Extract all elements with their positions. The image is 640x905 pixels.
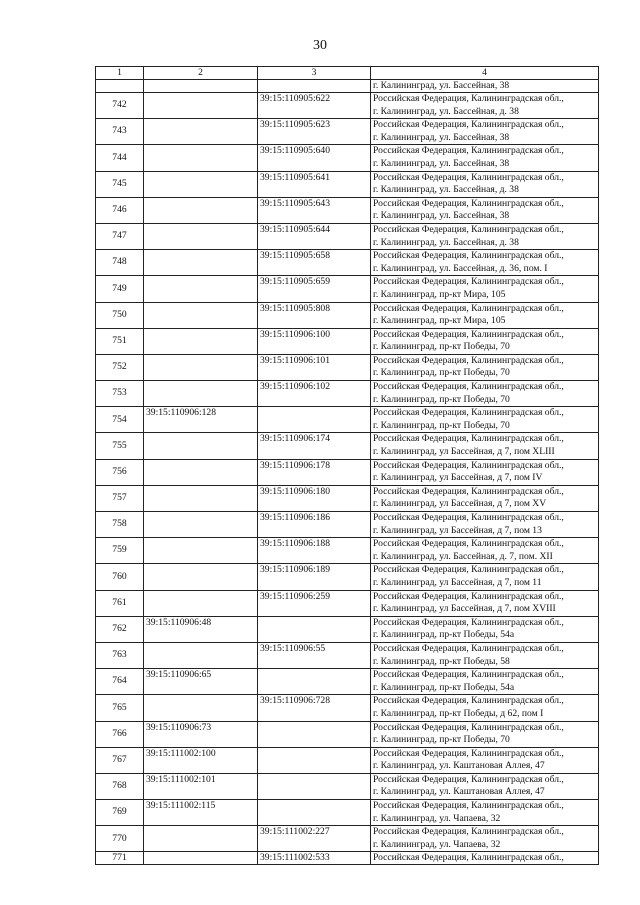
table-body <box>96 80 599 865</box>
cell-num: 764 <box>96 669 144 695</box>
address-line-2: г. Калининград, ул Бассейная, д 7, пом XLIII <box>373 446 555 458</box>
cell-address <box>371 800 599 826</box>
address-line-1: Российская Федерация, Калининградская обл., <box>373 642 564 654</box>
cell-address <box>371 223 599 249</box>
address-line-1: Российская Федерация, Калининградская обл., <box>373 381 564 393</box>
table-row <box>96 826 599 852</box>
address-line-2: г. Калининград, пр-кт Мира, 105 <box>373 315 506 327</box>
cell-num: 770 <box>96 826 144 852</box>
cell-col3: 39:15:110905:622 <box>258 93 371 119</box>
table-row <box>96 171 599 197</box>
address-line-1: Российская Федерация, Калининградская обл., <box>373 669 564 681</box>
address-line-2: г. Калининград, пр-кт Победы, 70 <box>373 341 510 353</box>
cell-num: 751 <box>96 328 144 354</box>
address-line-1: Российская Федерация, Калининградская обл., <box>373 93 564 104</box>
cell-col2 <box>144 590 258 616</box>
cell-col3: 39:15:110905:641 <box>258 171 371 197</box>
table-row <box>96 302 599 328</box>
cell-address <box>371 616 599 642</box>
cell-col3: 39:15:110906:55 <box>258 642 371 668</box>
cell-col2 <box>144 642 258 668</box>
address-line-2: г. Калининград, ул. Бассейная, д. 36, пом. I <box>373 262 548 274</box>
address-line-1: Российская Федерация, Калининградская обл., <box>373 538 564 550</box>
cell-num: 769 <box>96 800 144 826</box>
table-row <box>96 590 599 616</box>
address-line-1: Российская Федерация, Калининградская обл., <box>373 145 564 157</box>
cell-col2 <box>144 381 258 407</box>
address-line-1: Российская Федерация, Калининградская обл., <box>373 250 564 262</box>
cell-col3: 39:15:110906:180 <box>258 485 371 511</box>
header-col-1: 1 <box>96 67 144 80</box>
address-line-2: г. Калининград, ул. Бассейная, 38 <box>373 210 510 222</box>
cell-col2: 39:15:111002:100 <box>144 747 258 773</box>
address-line-1: Российская Федерация, Калининградская обл., <box>373 354 564 366</box>
cell-col3: 39:15:110905:623 <box>258 119 371 145</box>
address-line-2: г. Калининград, ул. Бассейная, д. 7, пом. XII <box>373 550 553 562</box>
cell-col2 <box>144 119 258 145</box>
cell-address <box>371 852 599 865</box>
cell-address <box>371 695 599 721</box>
cell-num: 766 <box>96 721 144 747</box>
table-row <box>96 695 599 721</box>
cell-col2 <box>144 276 258 302</box>
address-line-2: г. Калининград, ул. Бассейная, д. 38 <box>373 105 519 117</box>
address-line-1: Российская Федерация, Калининградская обл., <box>373 276 564 288</box>
cell-col3 <box>258 616 371 642</box>
cell-col2 <box>144 80 258 93</box>
table-row <box>96 407 599 433</box>
cell-col3 <box>258 800 371 826</box>
address-line-1: Российская Федерация, Калининградская обл., <box>373 512 564 523</box>
cell-address <box>371 747 599 773</box>
address-line-2: г. Калининград, ул Бассейная, д 7, пом 13 <box>373 524 542 536</box>
cell-col3: 39:15:110905:644 <box>258 223 371 249</box>
cell-address <box>371 590 599 616</box>
address-line-2: г. Калининград, пр-кт Победы, 70 <box>373 393 510 405</box>
table-row <box>96 354 599 380</box>
cell-address <box>371 407 599 433</box>
cell-address <box>371 119 599 145</box>
cell-num: 753 <box>96 381 144 407</box>
cell-num: 768 <box>96 773 144 799</box>
cell-col2 <box>144 852 258 865</box>
cell-col2 <box>144 485 258 511</box>
cell-col2 <box>144 197 258 223</box>
cell-address <box>371 354 599 380</box>
cell-address <box>371 485 599 511</box>
header-col-2: 2 <box>144 67 258 80</box>
cell-num: 754 <box>96 407 144 433</box>
address-line-1: Российская Федерация, Калининградская обл., <box>373 197 564 209</box>
address-line-1: Российская Федерация, Калининградская обл., <box>373 721 564 733</box>
address-line-2: г. Калининград, ул. Бассейная, 38 <box>373 157 510 169</box>
cell-col2 <box>144 695 258 721</box>
cell-col2 <box>144 93 258 119</box>
cell-address <box>371 197 599 223</box>
registry-table <box>95 66 599 865</box>
cell-col3: 39:15:110905:659 <box>258 276 371 302</box>
address-line-2: г. Калининград, ул. Чапаева, 32 <box>373 812 501 824</box>
address-line-1: Российская Федерация, Калининградская обл., <box>373 616 564 628</box>
cell-col2: 39:15:110906:65 <box>144 669 258 695</box>
address-line-1: Российская Федерация, Калининградская обл., <box>373 433 564 445</box>
table-row <box>96 459 599 485</box>
cell-address <box>371 302 599 328</box>
address-line-2: г. Калининград, пр-кт Победы, д 62, пом I <box>373 707 544 719</box>
table-row <box>96 381 599 407</box>
address-line-2: г. Калининград, пр-кт Мира, 105 <box>373 288 506 300</box>
cell-num: 761 <box>96 590 144 616</box>
cell-num: 757 <box>96 485 144 511</box>
cell-address <box>371 564 599 590</box>
address-line-2: г. Калининград, пр-кт Победы, 54а <box>373 629 515 641</box>
address-line-1: Российская Федерация, Калининградская обл., <box>373 459 564 471</box>
cell-col2: 39:15:111002:115 <box>144 800 258 826</box>
table-row <box>96 669 599 695</box>
cell-col2 <box>144 512 258 538</box>
cell-col3 <box>258 773 371 799</box>
address-line-1: Российская Федерация, Калининградская обл., <box>373 485 564 497</box>
cell-col3: 39:15:110906:259 <box>258 590 371 616</box>
address-line-2: г. Калининград, ул Бассейная, д 7, пом XV <box>373 498 547 510</box>
cell-num: 750 <box>96 302 144 328</box>
table-row <box>96 250 599 276</box>
cell-col3: 39:15:110906:728 <box>258 695 371 721</box>
cell-num <box>96 80 144 93</box>
cell-num: 748 <box>96 250 144 276</box>
table-row <box>96 433 599 459</box>
header-row <box>96 67 599 80</box>
table-row <box>96 328 599 354</box>
cell-col2 <box>144 538 258 564</box>
cell-col2 <box>144 250 258 276</box>
table-row <box>96 512 599 538</box>
cell-col2 <box>144 302 258 328</box>
address-line-2: г. Калининград, пр-кт Победы, 54а <box>373 681 515 693</box>
cell-col2 <box>144 564 258 590</box>
cell-col3: 39:15:110905:808 <box>258 302 371 328</box>
table-row <box>96 145 599 171</box>
cell-num: 743 <box>96 119 144 145</box>
address-line-1: Российская Федерация, Калининградская обл., <box>373 171 564 183</box>
cell-col3 <box>258 747 371 773</box>
table-row <box>96 93 599 119</box>
table-row <box>96 538 599 564</box>
cell-col3 <box>258 669 371 695</box>
cell-address <box>371 512 599 538</box>
cell-address <box>371 250 599 276</box>
cell-col2: 39:15:110906:48 <box>144 616 258 642</box>
table-row <box>96 852 599 865</box>
table-row <box>96 721 599 747</box>
table-row <box>96 564 599 590</box>
cell-address <box>371 538 599 564</box>
cell-col3: 39:15:110905:640 <box>258 145 371 171</box>
cell-col3: 39:15:110906:102 <box>258 381 371 407</box>
cell-col3 <box>258 80 371 93</box>
cell-col2: 39:15:111002:101 <box>144 773 258 799</box>
cell-num: 762 <box>96 616 144 642</box>
cell-address <box>371 276 599 302</box>
header-col-4: 4 <box>371 67 599 80</box>
address-line-1: Российская Федерация, Калининградская обл., <box>373 302 564 314</box>
cell-col3: 39:15:110906:189 <box>258 564 371 590</box>
cell-col2 <box>144 433 258 459</box>
cell-address <box>371 381 599 407</box>
cell-col2 <box>144 145 258 171</box>
header-col-3: 3 <box>258 67 371 80</box>
cell-col2 <box>144 328 258 354</box>
table-row <box>96 616 599 642</box>
address-line-1: Российская Федерация, Калининградская обл., <box>373 747 564 759</box>
cell-num: 771 <box>96 852 144 865</box>
cell-address <box>371 721 599 747</box>
page-number: 30 <box>313 38 327 53</box>
cell-col2: 39:15:110906:73 <box>144 721 258 747</box>
address-line-1: Российская Федерация, Калининградская обл., <box>373 407 564 419</box>
cell-address: г. Калининград, ул. Бассейная, 38 <box>371 80 599 93</box>
table-row <box>96 642 599 668</box>
address-line-2: г. Калининград, пр-кт Победы, 70 <box>373 419 510 431</box>
table-row <box>96 197 599 223</box>
address-line-2: г. Калининград, ул Бассейная, д 7, пом IV <box>373 472 543 484</box>
address-line-2: г. Калининград, ул Бассейная, д 7, пом XVIII <box>373 603 556 615</box>
table-row <box>96 223 599 249</box>
cell-address <box>371 328 599 354</box>
cell-col3: 39:15:110906:186 <box>258 512 371 538</box>
table-row <box>96 800 599 826</box>
address-line-2: г. Калининград, ул. Бассейная, д. 38 <box>373 236 519 248</box>
cell-num: 758 <box>96 512 144 538</box>
cell-address <box>371 669 599 695</box>
cell-address <box>371 171 599 197</box>
address-line-1: Российская Федерация, Калининградская обл., <box>373 695 564 707</box>
cell-num: 755 <box>96 433 144 459</box>
cell-num: 745 <box>96 171 144 197</box>
cell-num: 760 <box>96 564 144 590</box>
address-line-2: г. Калининград, ул. Каштановая Аллея, 47 <box>373 760 545 772</box>
address-line-2: г. Калининград, ул Бассейная, д 7, пом 11 <box>373 576 542 588</box>
cell-num: 744 <box>96 145 144 171</box>
address-line-2: г. Калининград, пр-кт Победы, 70 <box>373 734 510 746</box>
cell-col3 <box>258 721 371 747</box>
address-line-1: Российская Федерация, Калининградская обл., <box>373 773 564 785</box>
cell-num: 763 <box>96 642 144 668</box>
address-line-1: Российская Федерация, Калининградская обл., <box>373 800 564 812</box>
table-row <box>96 485 599 511</box>
address-line-1: Российская Федерация, Калининградская обл., <box>373 328 564 340</box>
cell-num: 756 <box>96 459 144 485</box>
address-line-2: г. Калининград, ул. Бассейная, 38 <box>373 131 510 143</box>
cell-num: 767 <box>96 747 144 773</box>
address-line-1: Российская Федерация, Калининградская обл., <box>373 119 564 131</box>
table-row <box>96 747 599 773</box>
table-row <box>96 276 599 302</box>
address-line-1: Российская Федерация, Калининградская обл., <box>373 590 564 602</box>
address-line-1: Российская Федерация, Калининградская обл., <box>373 826 564 838</box>
cell-num: 742 <box>96 93 144 119</box>
cell-num: 746 <box>96 197 144 223</box>
address-line-2: г. Калининград, ул. Чапаева, 32 <box>373 838 501 850</box>
cell-num: 747 <box>96 223 144 249</box>
table-row <box>96 773 599 799</box>
address-line-2: г. Калининград, пр-кт Победы, 70 <box>373 367 510 379</box>
cell-address <box>371 145 599 171</box>
cell-col3: 39:15:111002:227 <box>258 826 371 852</box>
continuation-row <box>96 80 599 93</box>
cell-col3: 39:15:110905:658 <box>258 250 371 276</box>
address-line-1: Российская Федерация, Калининградская обл., <box>373 223 564 235</box>
cell-col3 <box>258 407 371 433</box>
address-line-2: г. Калининград, ул. Каштановая Аллея, 47 <box>373 786 545 798</box>
cell-col3: 39:15:110906:178 <box>258 459 371 485</box>
cell-col2 <box>144 459 258 485</box>
cell-col3: 39:15:110906:174 <box>258 433 371 459</box>
address-line-1: Российская Федерация, Калининградская обл., <box>373 564 564 576</box>
cell-address <box>371 459 599 485</box>
cell-col3: 39:15:111002:533 <box>258 852 371 865</box>
cell-num: 765 <box>96 695 144 721</box>
cell-address <box>371 826 599 852</box>
cell-col3: 39:15:110906:100 <box>258 328 371 354</box>
cell-col2 <box>144 826 258 852</box>
address-line-2: г. Калининград, ул. Бассейная, д. 38 <box>373 184 519 196</box>
cell-col2 <box>144 354 258 380</box>
cell-col2 <box>144 223 258 249</box>
cell-num: 752 <box>96 354 144 380</box>
cell-col2: 39:15:110906:128 <box>144 407 258 433</box>
cell-col3: 39:15:110906:101 <box>258 354 371 380</box>
cell-address <box>371 642 599 668</box>
cell-col3: 39:15:110906:188 <box>258 538 371 564</box>
cell-address <box>371 433 599 459</box>
cell-col3: 39:15:110905:643 <box>258 197 371 223</box>
cell-address <box>371 773 599 799</box>
cell-num: 759 <box>96 538 144 564</box>
table-row <box>96 119 599 145</box>
cell-address <box>371 93 599 119</box>
cell-col2 <box>144 171 258 197</box>
cell-num: 749 <box>96 276 144 302</box>
address-line-2: г. Калининград, пр-кт Победы, 58 <box>373 655 510 667</box>
address-line-1: Российская Федерация, Калининградская обл., <box>373 852 564 864</box>
